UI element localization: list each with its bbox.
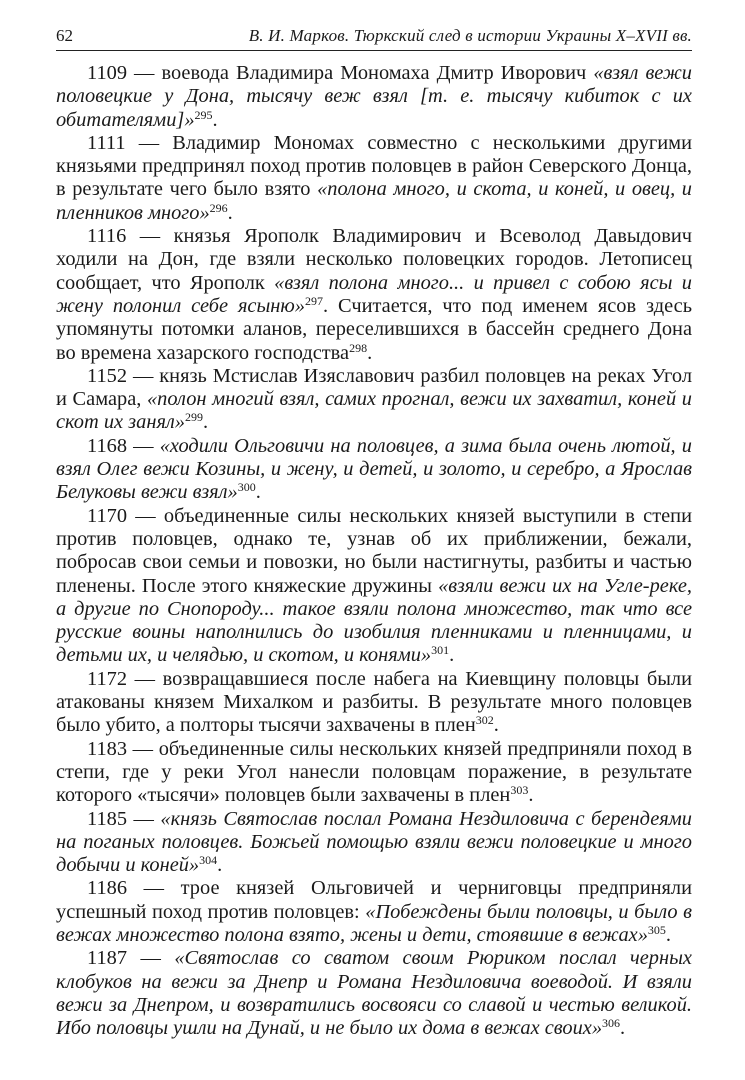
text-segment: 1187 — [87,947,175,970]
footnote-ref: 297 [305,293,323,308]
footnote-ref: 301 [431,643,450,658]
text-segment: 1109 — воевода Владимира Мономаха Дмитр Иворович [87,62,594,84]
chronicle-entry-1170: 1170 — объединенные силы нескольких князей выступили в степи против половцев, однако те, узнав об их приближении, бежали, побросав свои семьи и повозки, но были настигнуты, разбиты и частью пленены. После этого княжеские дружины «взяли вежи их на Угле-реке, а другие по Снопороду... такое взяли полона множество, так что все русские воины наполнились до изобилия пленниками и пленницами, и детьми их, и челядью, и скотом, и конями»$^{301}$. [56,504,693,667]
footnote-ref: 306 [602,1016,621,1031]
running-head: В. И. Марков. Тюркский след в истории Украины X–XVII вв. [248,26,692,45]
text-segment: 1183 — объединенные силы нескольких князей предприняли поход в степи, где у реки Угол нанесли половцам поражение, в результате которого «тысячи» половцев были захвачены в плен [56,737,692,807]
quote-segment: «полон многий взял, самих прогнал, вежи их захватил, коней и скот их занял» [56,388,692,434]
chronicle-entry-1109: 1109 — воевода Владимира Мономаха Дмитр Иворович «взял вежи половецкие у Дона, тысячу веж взял [т. е. тысячу кибиток с их обитателями]»$^{295}$. [56,62,692,131]
quote-segment: «взял вежи половецкие у Дона, тысячу веж взял [т. е. тысячу кибиток с их обитателями]» [56,62,692,131]
chronicle-entry-1185: 1185 — «князь Святослав послал Романа Нездиловича с берендеями на поганых половцев. Божьей помощью взяли вежи половецкие и много добычи и коней»$^{304}$. [56,807,692,877]
chronicle-entry-1172: 1172 — возвращавшиеся после набега на Киевщину половцы были атакованы князем Михалком и разбиты. В результате много половцев было убито, а полторы тысячи захвачены в плен$^{302}$. [56,667,692,737]
footnote-ref: 296 [209,200,228,215]
text-segment: 1172 — возвращавшиеся после набега на Киевщину половцы были атакованы князем Михалком и разбиты. В результате много половцев было убито, а полторы тысячи захвачены в плен [56,667,692,737]
quote-segment: «князь Святослав послал Романа Нездиловича с берендеями на поганых половцев. Божьей помощью взяли вежи половецкие и много добычи и коней» [56,807,692,877]
text-segment: 1170 — объединенные силы нескольких князей выступили в степи против половцев, однако те, узнав об их приближении, бежали, побросав свои семьи и повозки, но были настигнуты, разбиты и частью пленены. После этого княжеские дружины [56,504,692,597]
quote-segment: «Побеждены были половцы, и было в вежах множество полона взято, жены и дети, стоявшие в вежах» [56,900,692,946]
footnote-ref: 303 [510,783,529,798]
footnote-ref: 298 [349,340,368,355]
text-segment: 1168 — [87,434,160,457]
footnote-ref: 302 [475,713,494,728]
quote-segment: «ходили Ольговичи на половцев, а зима была очень лютой, и взял Олег вежи Козины, и жену, и детей, и золото, и серебро, а Ярослав Белуковы вежи взял» [56,434,692,504]
text-segment-continued: $^{297}$. Считается, что под именем ясов здесь упомянуты потомки аланов, переселившихся в бассейн среднего Дона во времена хазарского господства [56,293,692,364]
chronicle-entry-1183: 1183 — объединенные силы нескольких князей предприняли поход в степи, где у реки Угол нанесли половцам поражение, в результате которого «тысячи» половцев были захвачены в плен$^{303}$. [56,737,692,807]
text-segment: 1185 — [87,807,161,830]
chronicle-entry-1116: 1116 — князья Ярополк Владимирович и Всеволод Давыдович ходили на Дон, где взяли несколько половецких городов. Летописец сообщает, что Ярополк «взял полона много... и привел с собою ясы и жену полонил себе ясыню»$^{297}$. Считается, что под именем ясов здесь упомянуты потомки аланов, переселившихся в бассейн среднего Дона во времена хазарского господства$^{298}$. [56,225,692,364]
footnote-ref: 295 [194,107,213,122]
footnote-ref: 299 [185,410,204,425]
page-header [56,24,692,51]
text-segment: 1111 — Владимир Мономах совместно с несколькими другими князьями предпринял поход против половцев в район Северского Донца, в результате чего было взято [56,131,692,201]
text-segment: 1116 — князья Ярополк Владимирович и Всеволод Давыдович ходили на Дон, где взяли несколько половецких городов. Летописец сообщает, что Ярополк [56,225,692,294]
chronicle-entry-1187: 1187 — «Святослав со сватом своим Рюриком послал черных клобуков на вежи за Днепр и Романа Нездиловича воеводой. И взяли вежи за Днепром, и возвратились восвояси со славой и честью великой. Ибо половцы ушли на Дунай, и не было их дома в вежах своих»$^{306}$. [56,947,692,1040]
body-text [56,62,692,1040]
chronicle-entry-1111: 1111 — Владимир Мономах совместно с несколькими другими князьями предпринял поход против половцев в район Северского Донца, в результате чего было взято «полона много, и скота, и коней, и овец, и пленников много»$^{296}$. [56,131,692,224]
page-number: 62 [56,26,73,45]
chronicle-entry-1186: 1186 — трое князей Ольговичей и черниговцы предприняли успешный поход против половцев: «Побеждены были половцы, и было в вежах множество полона взято, жены и дети, стоявшие в вежах»$^{305}$. [56,877,692,946]
footnote-ref: 304 [199,853,218,868]
text-segment: 1186 — трое князей Ольговичей и черниговцы предприняли успешный поход против половцев: [56,877,692,923]
quote-segment: «Святослав со сватом своим Рюриком послал черных клобуков на вежи за Днепр и Романа Нездиловича воеводой. И взяли вежи за Днепром, и возвратились восвояси со славой и честью великой. Ибо половцы ушли на Дунай, и не было их дома в вежах своих» [56,947,692,1040]
quote-segment: «взяли вежи их на Угле-реке, а другие по Снопороду... такое взяли полона множество, так что все русские воины наполнились до изобилия пленниками и пленницами, и детьми их, и челядью, и скотом, и конями» [56,574,693,667]
footnote-ref: 300 [237,480,256,495]
quote-segment: «взял полона много... и привел с собою ясы и жену полонил себе ясыню» [56,271,692,317]
chronicle-entry-1168: 1168 — «ходили Ольговичи на половцев, а зима была очень лютой, и взял Олег вежи Козины, и жену, и детей, и золото, и серебро, а Ярослав Белуковы вежи взял»$^{300}$. [56,434,692,504]
quote-segment: «полона много, и скота, и коней, и овец, и пленников много» [56,178,692,224]
text-segment: 1152 — князь Мстислав Изяславович разбил половцев на реках Угол и Самара, [56,364,692,411]
footnote-ref: 305 [647,922,666,937]
chronicle-entry-1152: 1152 — князь Мстислав Изяславович разбил половцев на реках Угол и Самара, «полон многий взял, самих прогнал, вежи их захватил, коней и скот их занял»$^{299}$. [56,364,692,434]
